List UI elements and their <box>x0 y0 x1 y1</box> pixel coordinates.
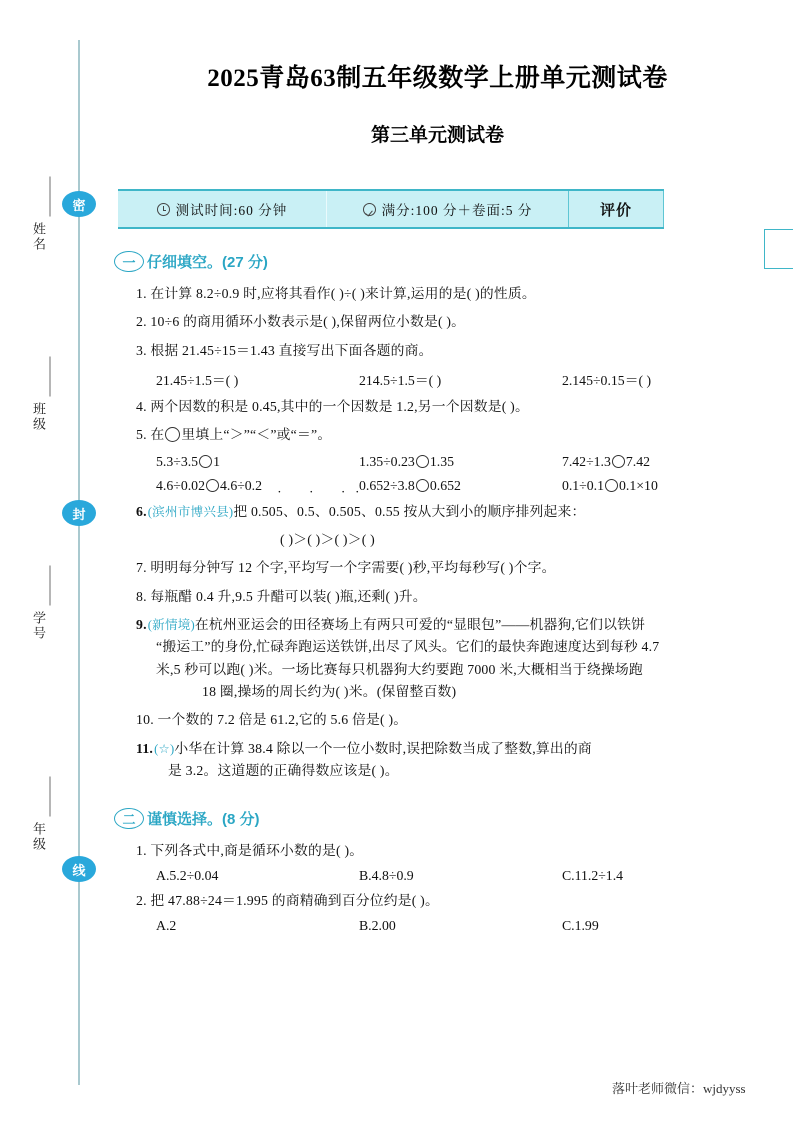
question-11-line-2: 是 3.2。这道题的正确得数应该是( )。 <box>168 763 399 779</box>
compare-circle-icon[interactable] <box>416 479 429 492</box>
test-paper-sheet <box>100 0 793 1122</box>
seal-badge-xian: 线 <box>62 856 96 882</box>
q5-item-2 <box>359 454 562 470</box>
exam-duration-cell <box>118 191 326 227</box>
seal-badge-mi: 密 <box>62 191 96 217</box>
compare-circle-icon[interactable] <box>416 455 429 468</box>
choice-2-option-b[interactable]: B.2.00 <box>358 918 396 934</box>
seal-line-column <box>0 0 100 1122</box>
q5-item-5-right: 0.652 <box>429 477 461 493</box>
question-4: 4. 两个因数的积是 0.45,其中的一个因数是 1.2,另一个因数是( )。 <box>136 399 529 415</box>
question-8: 8. 每瓶醋 0.4 升,9.5 升醋可以装( )瓶,还剩( )升。 <box>136 588 427 604</box>
q5-item-5 <box>359 478 562 494</box>
question-11-text-1: 小华在计算 38.4 除以一个一位小数时,误把除数当成了整数,算出的商 <box>174 740 592 756</box>
question-5-row-1 <box>156 450 765 474</box>
section-points-2: (8 分) <box>222 810 260 828</box>
q6-part-e: 、0.55 按从大到小的顺序排列起来： <box>360 503 586 519</box>
section-index-2: 二 <box>114 808 144 829</box>
section-title-1: 仔细填空。 <box>147 254 223 271</box>
field-label-class: 班级 <box>31 402 46 432</box>
question-9-number: 9. <box>136 617 147 633</box>
question-7: 7. 明明每分钟写 12 个字,平均写一个字需要( )秒,平均每秒写( )个字。 <box>136 560 556 576</box>
field-label-student-id: 学号 <box>31 611 46 641</box>
q5-item-2-left: 1.35÷0.23 <box>358 453 415 469</box>
choice-2-option-a[interactable]: A.2 <box>156 918 177 934</box>
question-6-answer-line: ( )＞( )＞( )＞( ) <box>280 532 375 548</box>
clock-icon <box>157 203 170 216</box>
q5-item-6 <box>562 478 765 494</box>
section-points-1: (27 分) <box>222 254 268 271</box>
question-5-stem <box>136 421 765 449</box>
q5-item-4 <box>156 478 359 494</box>
q5-item-1-left: 5.3÷3.5 <box>156 453 199 469</box>
q5-item-6-right: 0.1×10 <box>619 477 658 493</box>
question-11-number: 11. <box>136 740 154 756</box>
question-9-context-tag: (新情境) <box>147 618 195 633</box>
q6-part-b: 、0. <box>283 503 308 519</box>
choice-1-option-c[interactable]: C.11.2÷1.4 <box>561 867 624 883</box>
choice-2-option-c[interactable]: C.1.99 <box>561 918 599 934</box>
question-9-line-3: 米,5 秒可以跑( )米。一场比赛每只机器狗大约要跑 7000 米,大概相当于绕操场跑 <box>156 661 643 677</box>
question-6-number: 6. <box>136 503 147 519</box>
seal-badge-feng: 封 <box>62 500 96 526</box>
compare-circle-icon[interactable] <box>206 479 219 492</box>
question-9-text-1: 在杭州亚运会的田径赛场上有两只可爱的“显眼包”——机器狗,它们以铁饼 <box>194 617 646 633</box>
compare-circle-icon[interactable] <box>165 427 180 442</box>
evaluation-label-cell: 评价 <box>568 191 664 227</box>
question-3-items <box>156 365 765 393</box>
q5-item-1-right: 1 <box>213 453 220 469</box>
footer-watermark: 落叶老师微信：wjdyyss <box>612 1081 746 1096</box>
question-5-stem-post: 里填上“＞”“＜”或“＝”。 <box>181 427 332 443</box>
question-2: 2. 10÷6 的商用循环小数表示是( ),保留两位小数是( )。 <box>136 314 466 330</box>
q5-item-3-right: 7.42 <box>625 453 651 469</box>
question-11-star-tag: (☆) <box>154 741 175 756</box>
q6-part-c: 、0. <box>314 503 340 519</box>
question-3-item-3: 2.145÷0.15＝( ) <box>561 373 652 389</box>
q5-item-6-left: 0.1÷0.1 <box>561 477 605 493</box>
exam-score-text: 满分:100 分＋卷面:5 分 <box>381 203 533 218</box>
choice-1-option-b[interactable]: B.4.8÷0.9 <box>358 867 414 883</box>
question-9-line-2: “搬运工”的身份,忙碌奔跑运送铁饼,出尽了风头。它们的最快奔跑速度达到每秒 4.7 <box>156 639 660 655</box>
q6-part-a: 把 0.50 <box>233 503 276 519</box>
question-6 <box>136 498 765 526</box>
choice-question-1-stem: 1. 下列各式中,商是循环小数的是( )。 <box>136 842 364 858</box>
section-header-choice <box>114 808 765 829</box>
page-title: 2025青岛63制五年级数学上册单元测试卷 <box>207 65 668 92</box>
question-5-row-2 <box>156 474 765 498</box>
exam-score-cell <box>326 191 568 227</box>
q6-part-d: 0 <box>346 503 354 519</box>
section-title-2: 谨慎选择。 <box>147 810 223 828</box>
question-6-region-tag: (滨州市博兴县) <box>147 504 234 519</box>
write-line-class <box>50 357 51 397</box>
section-header-fill-in <box>114 251 765 272</box>
question-5-stem-pre: 5. 在 <box>136 427 165 443</box>
exam-info-bar <box>118 189 664 229</box>
repeating-dot-digit: 5 ˙ <box>340 501 347 523</box>
compare-circle-icon[interactable] <box>612 455 625 468</box>
q5-item-1 <box>156 454 359 470</box>
evaluation-blank-cell[interactable] <box>764 229 793 269</box>
check-circle-icon <box>363 203 376 216</box>
question-3-stem: 3. 根据 21.45÷15＝1.43 直接写出下面各题的商。 <box>136 342 433 358</box>
q5-item-5-left: 0.652÷3.8 <box>358 477 415 493</box>
question-9-line-1 <box>136 611 765 636</box>
q5-item-2-right: 1.35 <box>429 453 454 469</box>
repeating-dot-digit: 5 ˙ <box>354 501 361 523</box>
field-label-grade: 年级 <box>31 822 46 852</box>
q5-item-4-right: 4.6÷0.2 <box>219 477 263 493</box>
write-line-name <box>50 177 51 217</box>
compare-circle-icon[interactable] <box>605 479 618 492</box>
q5-item-3 <box>562 454 765 470</box>
choice-question-2-options <box>156 915 765 937</box>
write-line-student-id <box>50 566 51 606</box>
choice-question-2-stem: 2. 把 47.88÷24＝1.995 的商精确到百分位约是( )。 <box>136 892 439 908</box>
field-label-name: 姓名 <box>31 222 46 252</box>
question-3-item-1: 21.45÷1.5＝( ) <box>156 373 239 389</box>
question-10: 10. 一个数的 7.2 倍是 61.2,它的 5.6 倍是( )。 <box>136 712 408 728</box>
question-9-line-4: 18 圈,操场的周长约为( )米。(保留整百数) <box>202 684 457 700</box>
compare-circle-icon[interactable] <box>199 455 212 468</box>
page-subtitle: 第三单元测试卷 <box>370 125 504 146</box>
question-11-line-1 <box>136 735 765 760</box>
repeating-dot-digit: 5 ˙ <box>276 501 283 523</box>
question-1: 1. 在计算 8.2÷0.9 时,应将其看作( )÷( )来计算,运用的是( )的性质。 <box>136 286 536 301</box>
q5-item-3-left: 7.42÷1.3 <box>561 453 611 469</box>
question-3-item-2: 214.5÷1.5＝( ) <box>358 373 442 389</box>
choice-question-1-options <box>156 865 765 887</box>
exam-duration-text: 测试时间:60 分钟 <box>175 203 288 218</box>
choice-1-option-a[interactable]: A.5.2÷0.04 <box>156 867 219 883</box>
section-index-1: 一 <box>114 251 144 272</box>
write-line-grade <box>50 777 51 817</box>
repeating-dot-digit: 5 ˙ <box>308 501 315 523</box>
q5-item-4-left: 4.6÷0.02 <box>156 477 205 493</box>
